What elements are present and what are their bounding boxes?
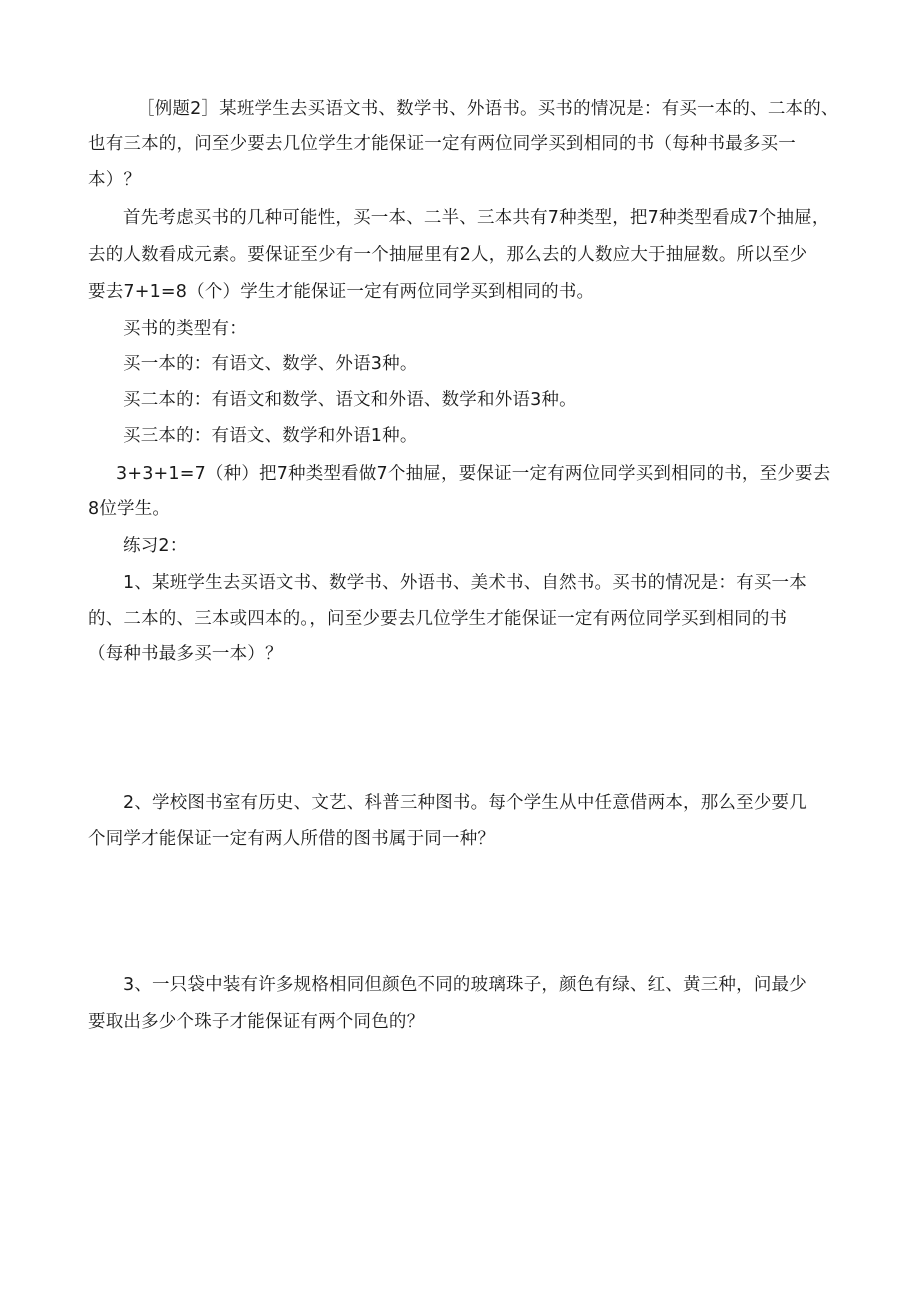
analysis-line-3: 要去7+1=8（个）学生才能保证一定有两位同学买到相同的书。 [88,282,595,302]
types-heading: 买书的类型有： [123,319,247,339]
analysis-line-1: 首先考虑买书的几种可能性，买一本、二半、三本共有7种类型，把7种类型看成7个抽屉， [123,208,830,228]
example-line-3: 本）？ [88,170,142,190]
question-1-line-2: 的、二本的、三本或四本的。，问至少要去几位学生才能保证一定有两位同学买到相同的书 [88,609,788,629]
types-three-books: 买三本的：有语文、数学和外语1种。 [123,426,418,446]
conclusion-line-1: 3+3+1=7（种）把7种类型看做7个抽屉，要保证一定有两位同学买到相同的书，至少要去 [116,464,831,484]
example-line-1: ［例题2］某班学生去买语文书、数学书、外语书。买书的情况是：有买一本的、二本的、 [137,99,839,119]
question-1-line-1: 1、某班学生去买语文书、数学书、外语书、美术书、自然书。买书的情况是：有买一本 [123,573,807,593]
types-one-book: 买一本的：有语文、数学、外语3种。 [123,354,418,374]
analysis-line-2: 去的人数看成元素。要保证至少有一个抽屉里有2人，那么去的人数应大于抽屉数。所以至少 [88,245,808,265]
example-line-2: 也有三本的，问至少要去几位学生才能保证一定有两位同学买到相同的书（每种书最多买一 [88,134,796,154]
conclusion-line-2: 8位学生。 [88,499,171,519]
question-1-line-3: （每种书最多买一本）？ [88,644,283,664]
question-3-line-1: 3、一只袋中装有许多规格相同但颜色不同的玻璃珠子，颜色有绿、红、黄三种，问最少 [123,975,807,995]
practice-heading: 练习2： [123,536,188,556]
types-two-books: 买二本的：有语文和数学、语文和外语、数学和外语3种。 [123,390,577,410]
question-2-line-2: 个同学才能保证一定有两人所借的图书属于同一种？ [88,829,496,849]
question-2-line-1: 2、学校图书室有历史、文艺、科普三种图书。每个学生从中任意借两本，那么至少要几 [123,793,807,813]
question-3-line-2: 要取出多少个珠子才能保证有两个同色的？ [88,1012,425,1032]
